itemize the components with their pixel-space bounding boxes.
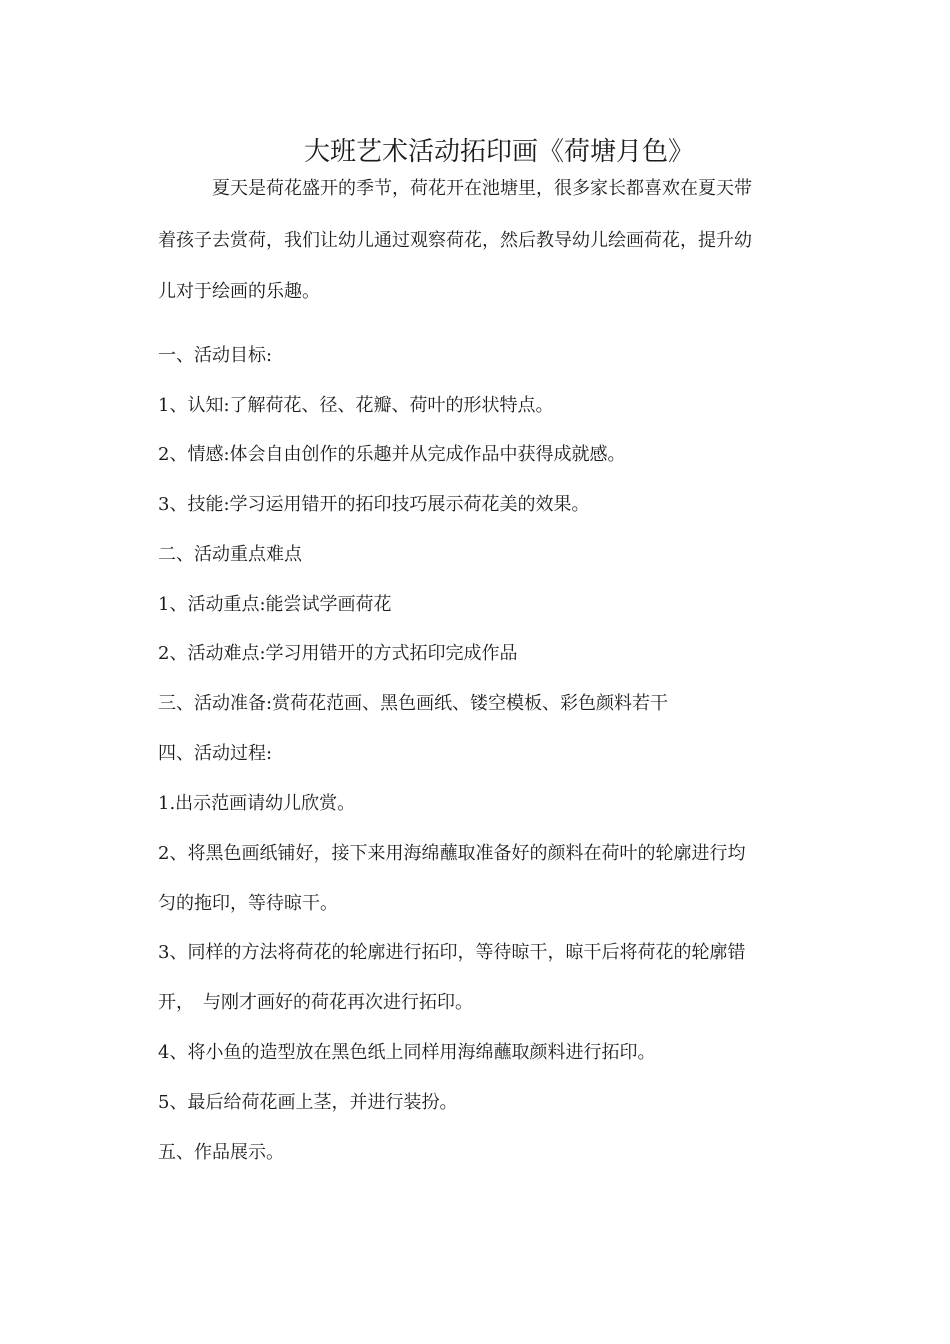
process-step-4: 4、将小鱼的造型放在黑色纸上同样用海绵蘸取颜料进行拓印。 [158,1042,656,1063]
objective-cognition: 1、认知:了解荷花、径、花瓣、荷叶的形状特点。 [158,395,554,416]
intro-line-1: 夏天是荷花盛开的季节，荷花开在池塘里，很多家长都喜欢在夏天带 [212,178,752,199]
process-step-5: 5、最后给荷花画上茎，并进行装扮。 [158,1092,458,1113]
key-point: 1、活动重点:能尝试学画荷花 [158,594,392,615]
intro-line-3: 儿对于绘画的乐趣。 [158,281,320,302]
heading-preparation: 三、活动准备:赏荷花范画、黑色画纸、镂空模板、彩色颜料若干 [158,693,669,714]
heading-objectives: 一、活动目标: [158,345,273,366]
document-title: 大班艺术活动拓印画《荷塘月色》 [303,137,694,167]
heading-key-points: 二、活动重点难点 [158,544,302,565]
intro-line-2: 着孩子去赏荷，我们让幼儿通过观察荷花，然后教导幼儿绘画荷花，提升幼 [158,230,752,251]
process-step-1: 1.出示范画请幼儿欣赏。 [158,793,356,814]
objective-skill: 3、技能:学习运用错开的拓印技巧展示荷花美的效果。 [158,494,590,515]
process-step-2-line-2: 匀的拖印，等待晾干。 [158,893,338,914]
heading-showcase: 五、作品展示。 [158,1142,284,1163]
process-step-3-line-2: 开， 与刚才画好的荷花再次进行拓印。 [158,992,473,1013]
difficult-point: 2、活动难点:学习用错开的方式拓印完成作品 [158,643,518,664]
process-step-3-line-1: 3、同样的方法将荷花的轮廓进行拓印，等待晾干，晾干后将荷花的轮廓错 [158,942,746,963]
process-step-2-line-1: 2、将黑色画纸铺好，接下来用海绵蘸取准备好的颜料在荷叶的轮廓进行均 [158,843,746,864]
objective-emotion: 2、情感:体会自由创作的乐趣并从完成作品中获得成就感。 [158,444,626,465]
heading-process: 四、活动过程: [158,743,273,764]
